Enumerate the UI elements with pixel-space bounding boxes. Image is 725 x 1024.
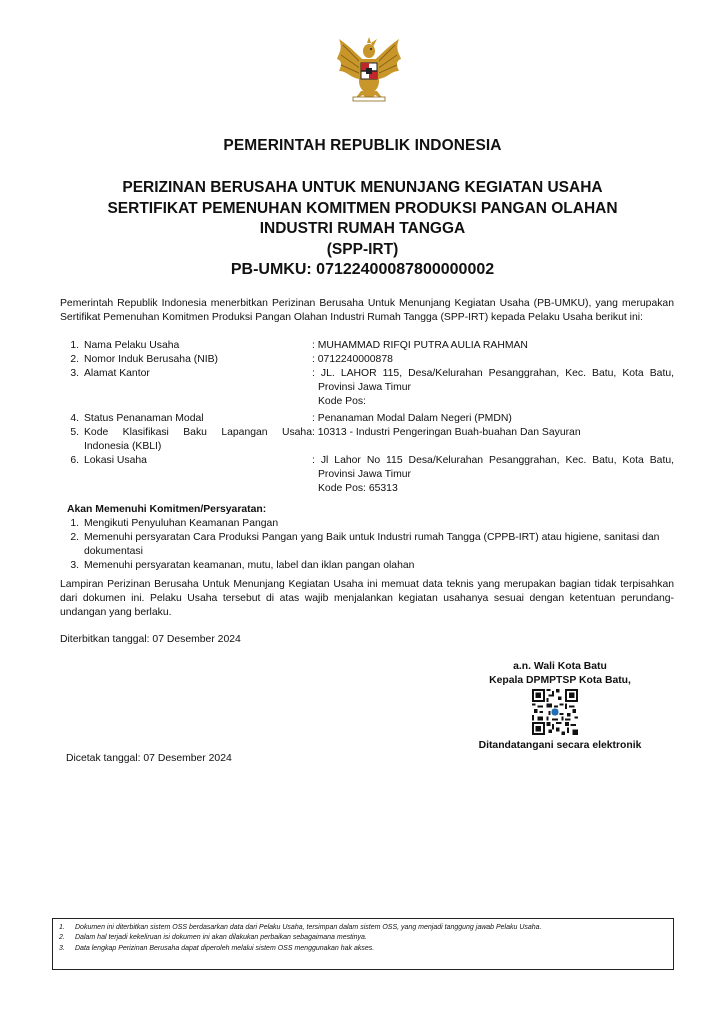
field-label: Lokasi Usaha	[84, 455, 147, 466]
field-value-line: : JL. LAHOR 115, Desa/Kelurahan Pesanggrahan, Kec. Batu, Kota Batu,	[312, 368, 674, 379]
business-fields	[60, 339, 674, 496]
footer-note-number: 1.	[59, 924, 65, 931]
field-number: 4.	[70, 413, 79, 424]
qr-code-icon	[532, 689, 578, 735]
footer-note-number: 2.	[59, 934, 65, 942]
commitment-text: Mengikuti Penyuluhan Keamanan Pangan	[84, 518, 279, 529]
field-value-line: Kode Pos:	[318, 396, 366, 407]
field-number: 6.	[70, 455, 79, 466]
commitments-section	[67, 503, 674, 573]
field-value: : MUHAMMAD RIFQI PUTRA AULIA RAHMAN	[312, 340, 528, 351]
attachment-note: Lampiran Perizinan Berusaha Untuk Menunjang Kegiatan Usaha ini memuat data teknis yang merupakan bagian tidak terpisahkan dari dokumen ini. Pelaku Usaha tersebut di atas wajib menjalankan kegiatan usahanya sesuai dengan ketentuan perundang-undangan yang berlaku.	[60, 579, 674, 619]
field-row	[60, 412, 674, 426]
issued-date: Diterbitkan tanggal: 07 Desember 2024	[60, 634, 241, 645]
field-row	[60, 339, 674, 353]
field-label	[84, 426, 312, 454]
field-number: 3.	[70, 368, 79, 379]
heading-line-2: SERTIFIKAT PEMENUHAN KOMITMEN PRODUKSI PANGAN OLAHAN	[107, 199, 618, 217]
signature-line-1: a.n. Wali Kota Batu	[513, 661, 607, 672]
commitments-title: Akan Memenuhi Komitmen/Persyaratan:	[67, 504, 267, 515]
heading-line-1: PERIZINAN BERUSAHA UNTUK MENUNJANG KEGIATAN USAHA	[122, 179, 603, 196]
heading-line-4: (SPP-IRT)	[326, 240, 399, 258]
field-value	[312, 367, 674, 409]
footer-note	[59, 923, 673, 933]
commitment-number: 1.	[70, 518, 79, 529]
commitment-text: Memenuhi persyaratan Cara Produksi Pangan yang Baik untuk Industri rumah Tangga (CPPB-IRT) atau higiene, sanitasi dan dokumentasi	[84, 532, 660, 557]
footer-note	[59, 933, 673, 943]
footer-note-text: Dalam hal terjadi kekeliruan isi dokumen ini akan dilakukan perbaikan sebagaimana mestinya.	[75, 934, 367, 942]
footer-notes	[52, 918, 674, 970]
commitment-item	[67, 531, 674, 559]
field-value-line: Provinsi Jawa Timur	[318, 469, 411, 480]
heading-line-3: INDUSTRI RUMAH TANGGA	[259, 220, 466, 237]
field-label: Nama Pelaku Usaha	[84, 340, 180, 351]
printed-date: Dicetak tanggal: 07 Desember 2024	[66, 753, 232, 764]
commitment-number: 3.	[70, 560, 79, 571]
field-label-line: Kode Klasifikasi Baku Lapangan Usaha	[84, 427, 312, 438]
document-heading	[0, 178, 725, 281]
intro-paragraph: Pemerintah Republik Indonesia menerbitkan Perizinan Berusaha Untuk Menunjang Kegiatan Usaha (PB-UMKU), yang merupakan Sertifikat Pemenuhan Komitmen Produksi Pangan Olahan Industri Rumah Tangga (SPP-IRT) kepada Pelaku Usaha berikut ini:	[60, 298, 674, 324]
field-row	[60, 426, 674, 454]
field-value: : 10313 - Industri Pengeringan Buah-buahan Dan Sayuran	[312, 427, 581, 438]
field-number: 2.	[70, 354, 79, 365]
footer-note-text: Dokumen ini diterbitkan sistem OSS berdasarkan data dari Pelaku Usaha, tersimpan dalam sistem OSS, yang menjadi tanggung jawab Pelaku Usaha.	[75, 924, 542, 931]
license-number: PB-UMKU: 07122400087800000002	[230, 261, 495, 278]
field-value-line: Provinsi Jawa Timur	[318, 382, 411, 393]
commitment-text: Memenuhi persyaratan keamanan, mutu, label dan iklan pangan olahan	[84, 560, 415, 571]
electronic-signature-note: Ditandatangani secara elektronik	[478, 740, 642, 751]
field-row	[60, 353, 674, 367]
field-number: 1.	[70, 340, 79, 351]
field-row	[60, 454, 674, 496]
field-label: Nomor Induk Berusaha (NIB)	[84, 354, 218, 365]
field-value: : 0712240000878	[312, 354, 393, 365]
commitment-number: 2.	[70, 532, 79, 543]
field-label: Alamat Kantor	[84, 368, 150, 379]
field-label: Status Penanaman Modal	[84, 413, 204, 424]
field-value	[312, 454, 674, 496]
garuda-emblem-icon	[333, 33, 405, 105]
government-title: PEMERINTAH REPUBLIK INDONESIA	[223, 137, 502, 154]
footer-note-text: Data lengkap Perizinan Berusaha dapat diperoleh melalui sistem OSS menggunakan hak akses.	[75, 944, 375, 952]
signature-line-2: Kepala DPMPTSP Kota Batu,	[489, 675, 631, 686]
commitment-item	[67, 559, 674, 573]
commitment-item	[67, 517, 674, 531]
field-value-line: : Jl Lahor No 115 Desa/Kelurahan Pesanggrahan, Kec. Batu, Kota Batu,	[312, 455, 674, 466]
field-number: 5.	[70, 427, 79, 438]
field-row	[60, 367, 674, 409]
signature-block	[440, 660, 680, 688]
field-value-line: Kode Pos: 65313	[318, 483, 398, 494]
footer-note	[59, 944, 673, 954]
field-label-line: Indonesia (KBLI)	[84, 441, 162, 452]
footer-note-number: 3.	[59, 944, 65, 952]
field-value: : Penanaman Modal Dalam Negeri (PMDN)	[312, 413, 512, 424]
